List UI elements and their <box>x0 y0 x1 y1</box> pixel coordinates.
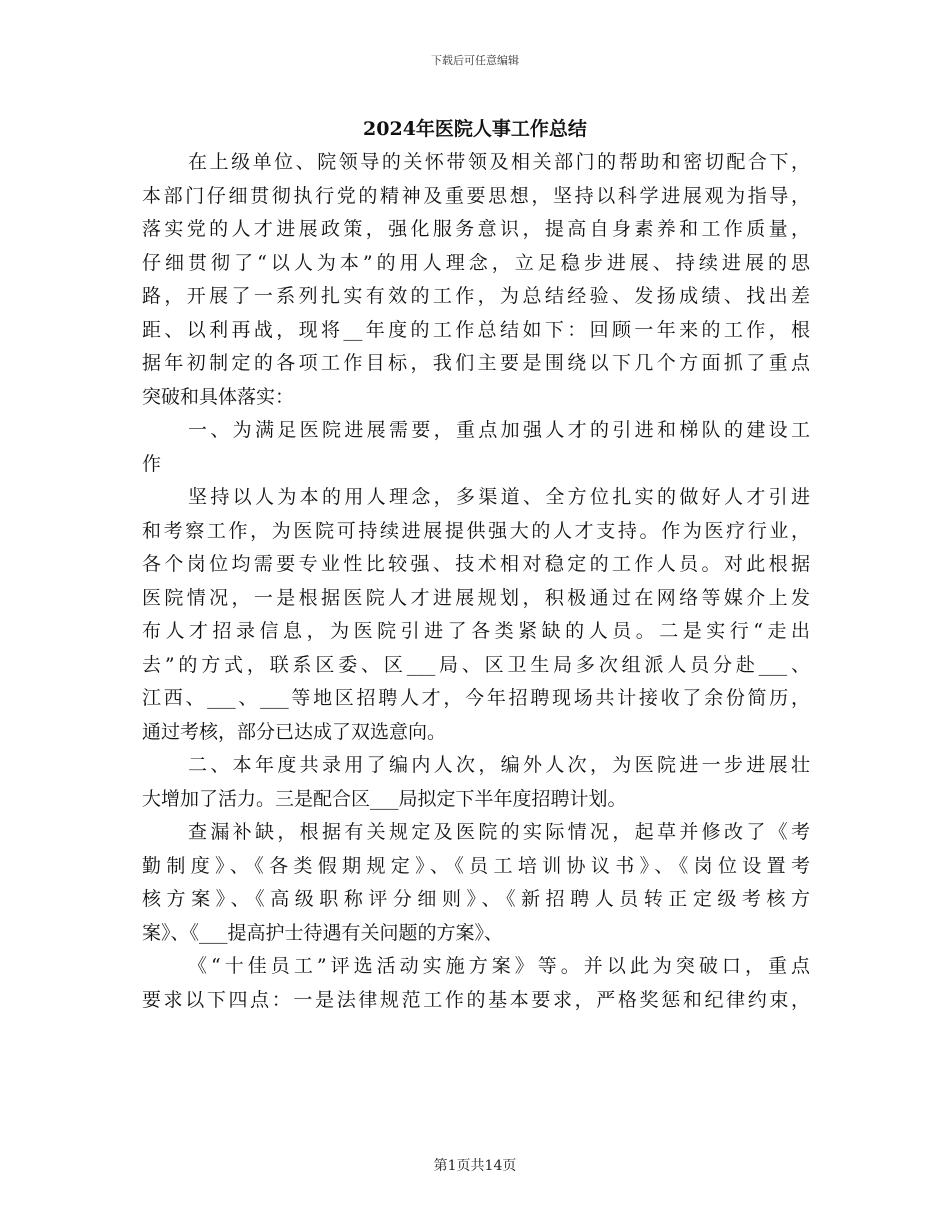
body-line: 去”的方式，联系区委、区___局、区卫生局多次组派人员分赴___、 <box>142 653 810 676</box>
page-number: 第1页共14页 <box>433 1158 517 1174</box>
body-line: 通过考核，部分已达成了双选意向。 <box>142 720 447 743</box>
body-line: 勤制度》、《各类假期规定》、《员工培训协议书》、《岗位设置考 <box>142 854 810 877</box>
body-line: 医院情况，一是根据医院人才进展规划，积极通过在网络等媒介上发 <box>142 586 810 609</box>
body-line: 要求以下四点：一是法律规范工作的基本要求，严格奖惩和纪律约束， <box>142 988 810 1011</box>
body-line: 案》、《___提高护士待遇有关问题的方案》、 <box>142 921 504 944</box>
body-line: 在上级单位、院领导的关怀带领及相关部门的帮助和密切配合下， <box>188 151 810 173</box>
body-line: 路，开展了一系列扎实有效的工作，为总结经验、发扬成绩、找出差 <box>142 285 810 307</box>
body-line: 仔细贯彻了“以人为本”的用人理念，立足稳步进展、持续进展的思 <box>142 251 810 274</box>
body-line: 各个岗位均需要专业性比较强、技术相对稳定的工作人员。对此根据 <box>142 553 810 575</box>
document-title: 2024年医院人事工作总结 <box>363 118 587 140</box>
body-line: 坚持以人为本的用人理念，多渠道、全方位扎实的做好人才引进 <box>188 486 810 508</box>
page-header-note: 下载后可任意编辑 <box>431 54 519 67</box>
body-line: 二、本年度共录用了编内人次，编外人次，为医院进一步进展壮 <box>188 754 810 776</box>
body-line: 查漏补缺，根据有关规定及医院的实际情况，起草并修改了《考 <box>188 821 810 843</box>
body-line: 布人才招录信息，为医院引进了各类紧缺的人员。二是实行“走出 <box>142 620 810 642</box>
body-line: 和考察工作，为医院可持续进展提供强大的人才支持。作为医疗行业， <box>142 519 810 542</box>
document-body <box>142 146 810 1017</box>
body-line: 据年初制定的各项工作目标，我们主要是围绕以下几个方面抓了重点 <box>142 352 810 374</box>
body-line: 《“十佳员工”评选活动实施方案》等。并以此为突破口，重点 <box>188 955 810 977</box>
body-line: 突破和具体落实： <box>142 385 295 408</box>
section-heading-line: 一、为满足医院进展需要，重点加强人才的引进和梯队的建设工 <box>188 419 810 441</box>
body-line: 大增加了活力。三是配合区___局拟定下半年度招聘计划。 <box>142 787 627 810</box>
body-line: 距、以利再战，现将__年度的工作总结如下：回顾一年来的工作，根 <box>142 318 810 341</box>
body-line: 本部门仔细贯彻执行党的精神及重要思想，坚持以科学进展观为指导， <box>142 184 810 207</box>
section-heading-line: 作 <box>142 452 162 475</box>
body-line: 核方案》、《高级职称评分细则》、《新招聘人员转正定级考核方 <box>142 888 810 910</box>
body-line: 江西、___、___等地区招聘人才，今年招聘现场共计接收了余份简历， <box>142 687 810 709</box>
body-line: 落实党的人才进展政策，强化服务意识，提高自身素养和工作质量， <box>142 218 810 240</box>
